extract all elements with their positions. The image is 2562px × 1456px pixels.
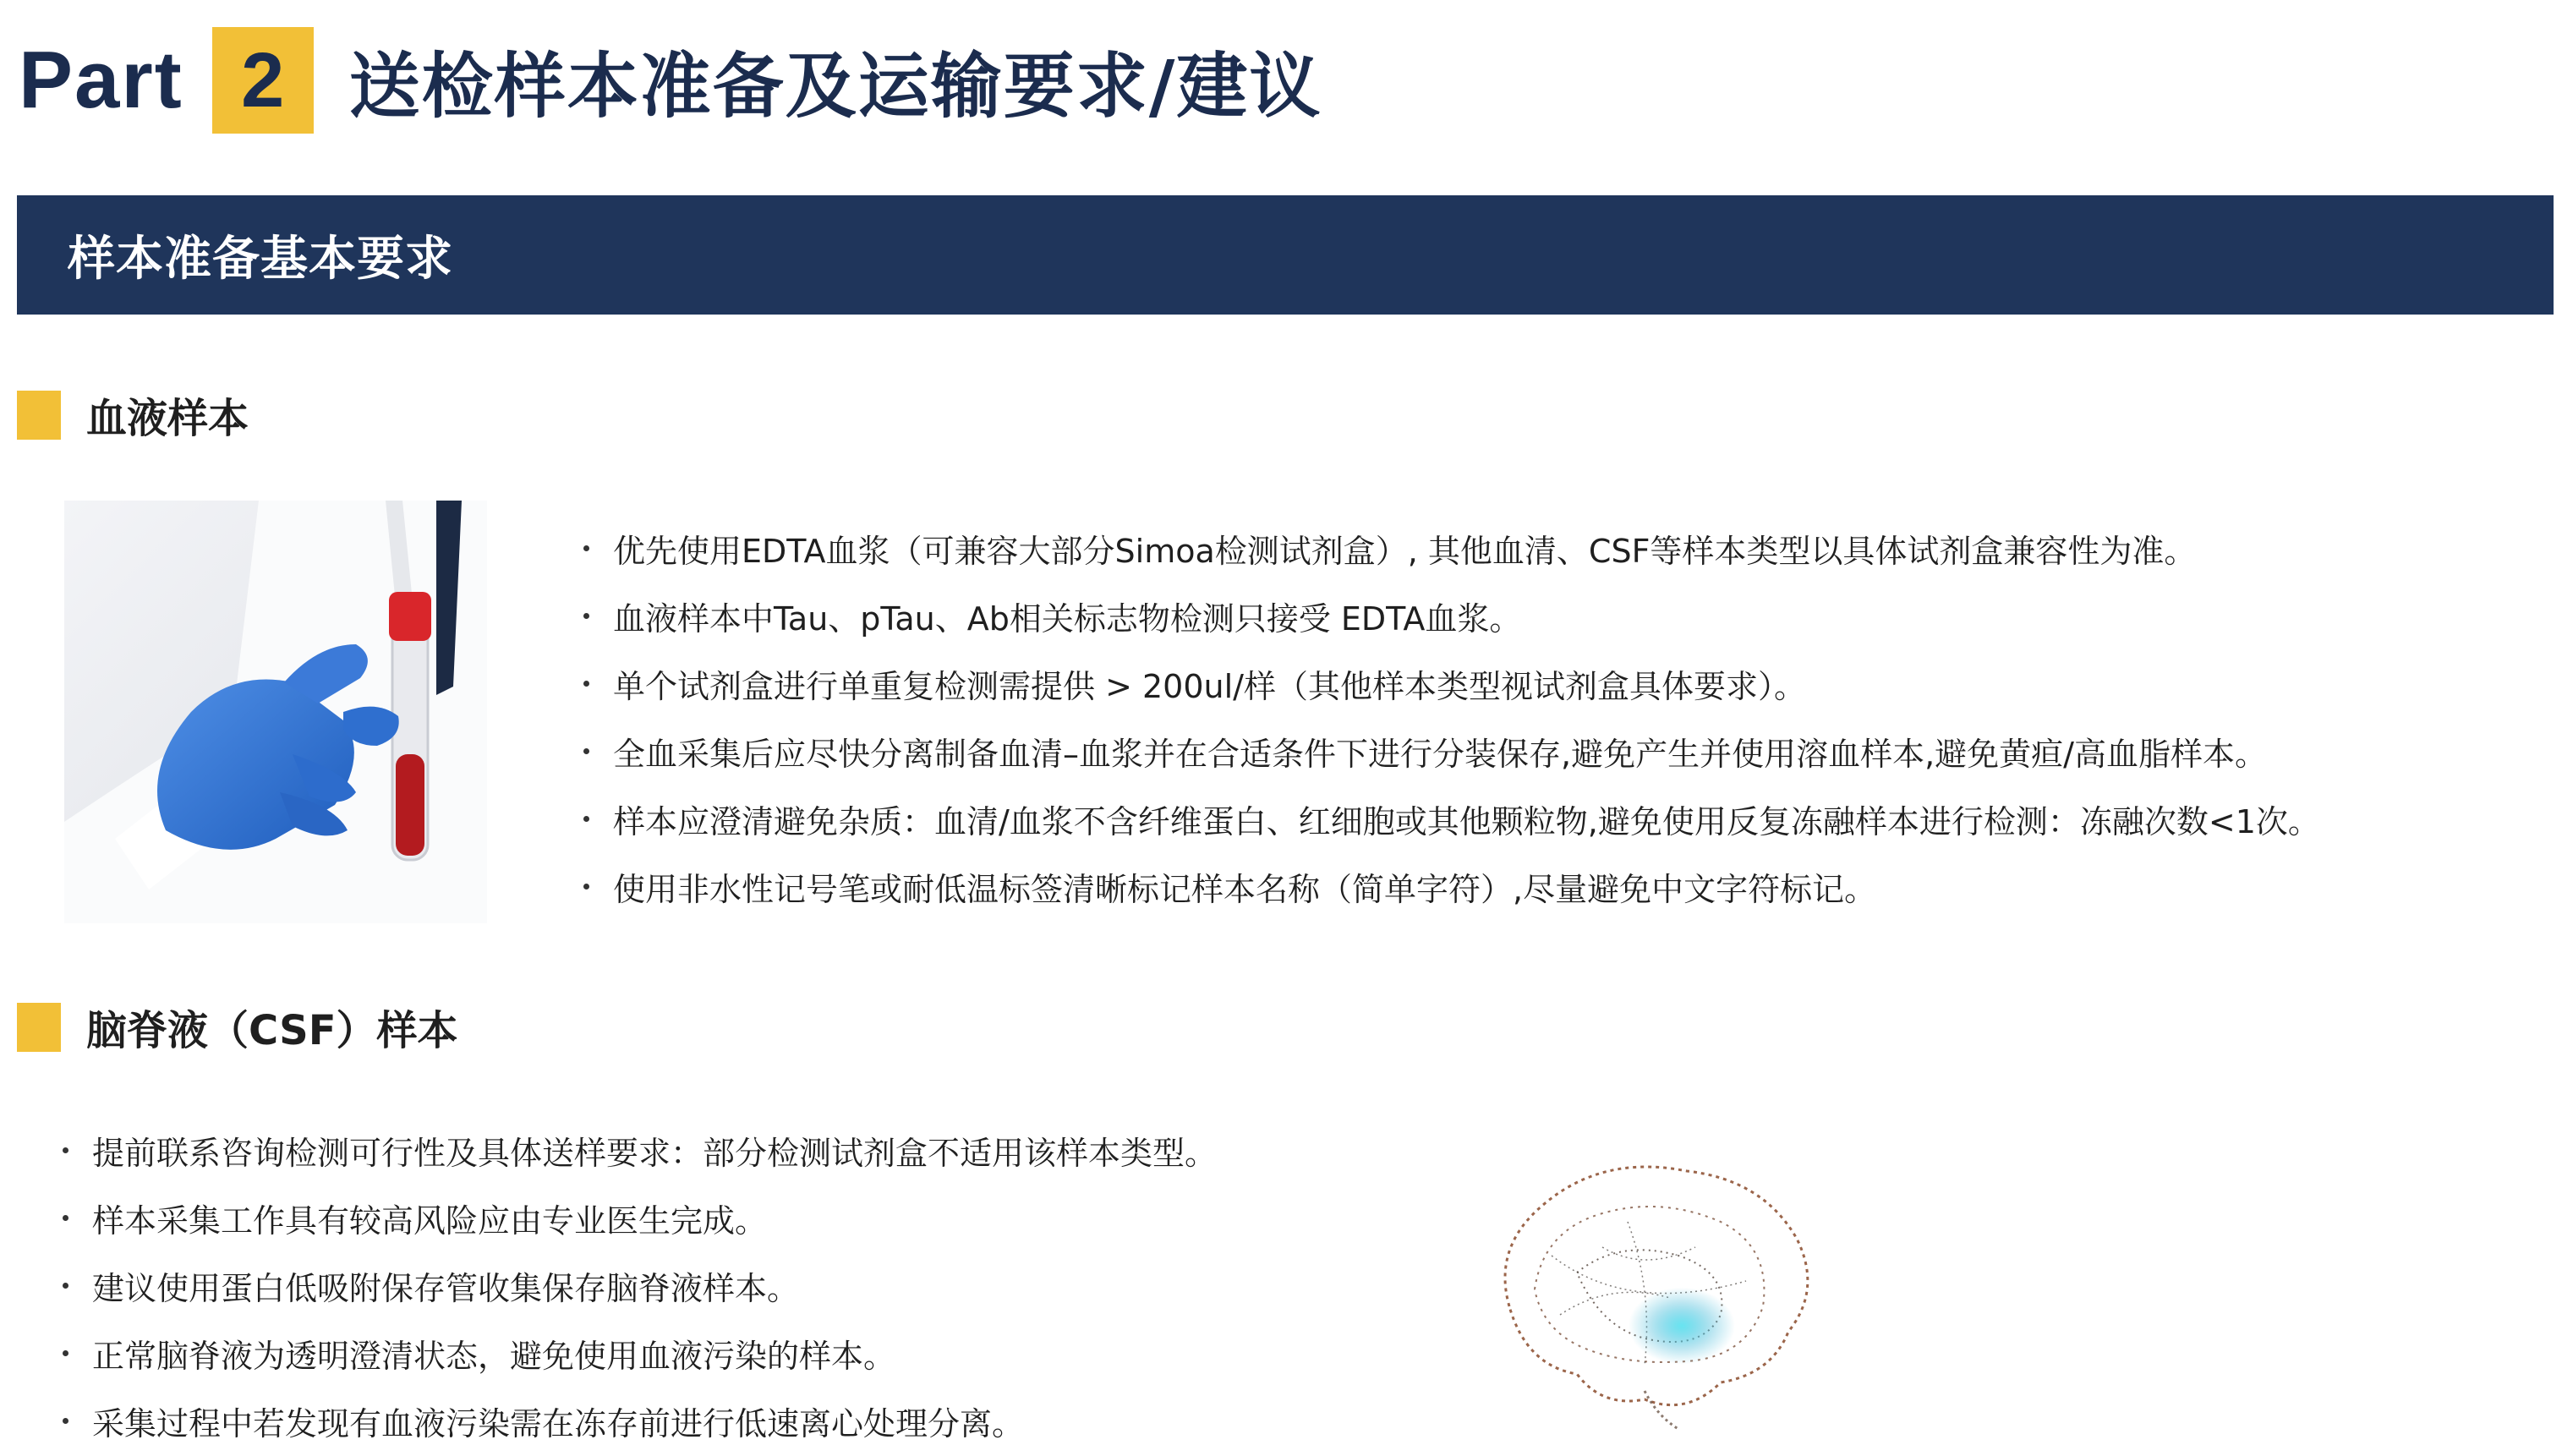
bullet-icon: [583, 681, 589, 687]
list-item: 全血采集后应尽快分离制备血清–血浆并在合适条件下进行分装保存,避免产生并使用溶血样本,避免黄疸/高血脂样本。: [583, 717, 2320, 785]
bullet-icon: [63, 1215, 68, 1221]
bullet-icon: [583, 613, 589, 619]
list-item: 使用非水性记号笔或耐低温标签清晰标记样本名称（简单字符）,尽量避免中文字符标记。: [583, 852, 2320, 920]
section-banner: [17, 195, 2554, 315]
bullet-icon: [583, 545, 589, 551]
part-number-badge: 2: [212, 27, 314, 134]
gloved-hand-blood-tube-icon: [64, 501, 487, 923]
bullet-icon: [63, 1418, 68, 1424]
brain-network-icon: [1475, 1146, 1831, 1433]
banner-title: 样本准备基本要求: [68, 231, 453, 287]
bullet-icon: [583, 816, 589, 822]
part-label: Part: [19, 35, 183, 125]
blood-section-header: [17, 386, 249, 444]
page-header: [19, 17, 1322, 144]
bullet-icon: [63, 1283, 68, 1289]
blood-requirements-list: [583, 514, 2320, 920]
list-item: 建议使用蛋白低吸附保存管收集保存脑脊液样本。: [63, 1251, 1217, 1319]
bullet-icon: [583, 748, 589, 754]
list-item: 正常脑脊液为透明澄清状态，避免使用血液污染的样本。: [63, 1319, 1217, 1387]
section-marker: [17, 391, 61, 440]
list-item: 样本应澄清避免杂质：血清/血浆不含纤维蛋白、红细胞或其他颗粒物,避免使用反复冻融样本进行检测：冻融次数<1次。: [583, 785, 2320, 852]
csf-requirements-list: [63, 1116, 1217, 1454]
brain-illustration: [1475, 1146, 1831, 1433]
list-item: 采集过程中若发现有血液污染需在冻存前进行低速离心处理分离。: [63, 1387, 1217, 1454]
list-item: 优先使用EDTA血浆（可兼容大部分Simoa检测试剂盒）, 其他血清、CSF等样本类型以具体试剂盒兼容性为准。: [583, 514, 2320, 582]
blood-section-title: 血液样本: [86, 395, 249, 442]
page-title: 送检样本准备及运输要求/建议: [348, 44, 1322, 128]
list-item: 样本采集工作具有较高风险应由专业医生完成。: [63, 1184, 1217, 1251]
list-item: 血液样本中Tau、pTau、Ab相关标志物检测只接受 EDTA血浆。: [583, 582, 2320, 649]
list-item: 提前联系咨询检测可行性及具体送样要求：部分检测试剂盒不适用该样本类型。: [63, 1116, 1217, 1184]
bullet-icon: [63, 1147, 68, 1153]
csf-section-header: [17, 998, 457, 1056]
csf-section-title: 脑脊液（CSF）样本: [86, 1007, 458, 1054]
list-item: 单个试剂盒进行单重复检测需提供 > 200ul/样（其他样本类型视试剂盒具体要求）。: [583, 649, 2320, 717]
bullet-icon: [63, 1350, 68, 1356]
blood-tube-photo: [64, 501, 487, 923]
bullet-icon: [583, 884, 589, 889]
section-marker: [17, 1003, 61, 1052]
